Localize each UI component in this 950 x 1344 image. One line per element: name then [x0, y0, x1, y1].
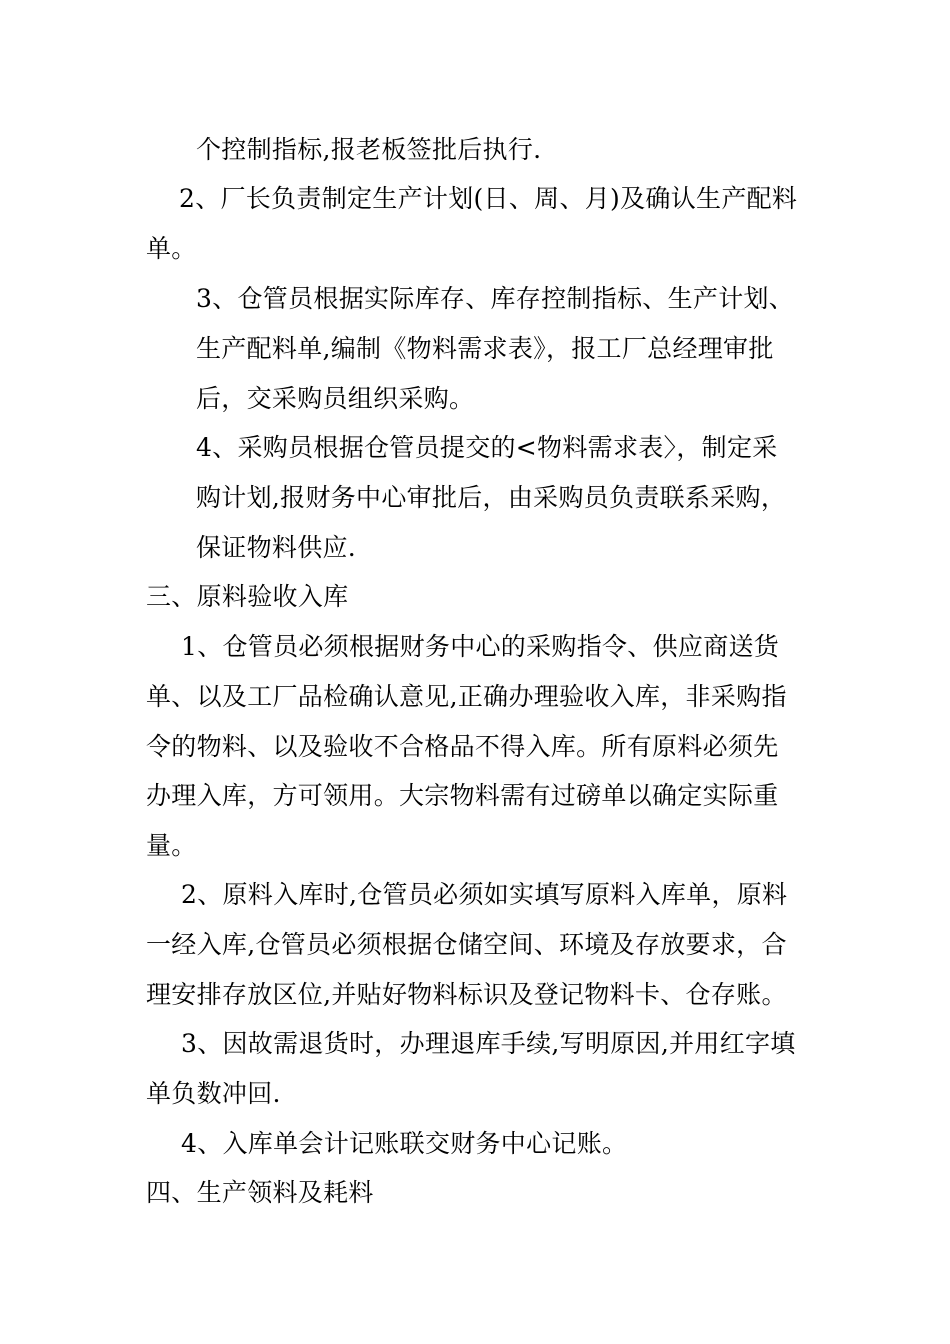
- text-line: 令的物料、以及验收不合格品不得入库。所有原料必须先: [146, 732, 779, 761]
- text-line: 后，交采购员组织采购。: [196, 384, 475, 413]
- text-line: 2、原料入库时,仓管员必须如实填写原料入库单，原料: [181, 880, 788, 909]
- text-line: 单。: [146, 234, 197, 263]
- text-line: 单负数冲回.: [146, 1079, 281, 1108]
- text-line: 单、以及工厂品检确认意见,正确办理验收入库，非采购指: [146, 682, 787, 711]
- text-line: 个控制指标,报老板签批后执行.: [196, 135, 542, 164]
- text-line: 办理入库，方可领用。大宗物料需有过磅单以确定实际重: [146, 781, 779, 810]
- text-line: 理安排存放区位,并贴好物料标识及登记物料卡、仓存账。: [146, 980, 787, 1009]
- text-line: 2、厂长负责制定生产计划(日、周、月)及确认生产配料: [179, 184, 798, 213]
- text-line: 4、采购员根据仓管员提交的<物料需求表〉，制定采: [196, 433, 778, 462]
- text-line: 4、入库单会计记账联交财务中心记账。: [181, 1129, 628, 1158]
- text-line: 1、仓管员必须根据财务中心的采购指令、供应商送货: [181, 632, 780, 661]
- text-line: 量。: [146, 831, 197, 860]
- text-line: 3、因故需退货时，办理退库手续,写明原因,并用红字填: [181, 1029, 796, 1058]
- text-line: 一经入库,仓管员必须根据仓储空间、环境及存放要求，合: [146, 930, 787, 959]
- text-line: 生产配料单,编制《物料需求表》，报工厂总经理审批: [196, 334, 774, 363]
- text-line: 保证物料供应.: [196, 533, 357, 562]
- text-line: 购计划,报财务中心审批后，由采购员负责联系采购，: [196, 483, 787, 512]
- text-line: 3、仓管员根据实际库存、库存控制指标、生产计划、: [196, 284, 795, 313]
- section-heading: 三、原料验收入库: [146, 582, 349, 611]
- section-heading: 四、生产领料及耗料: [146, 1178, 374, 1207]
